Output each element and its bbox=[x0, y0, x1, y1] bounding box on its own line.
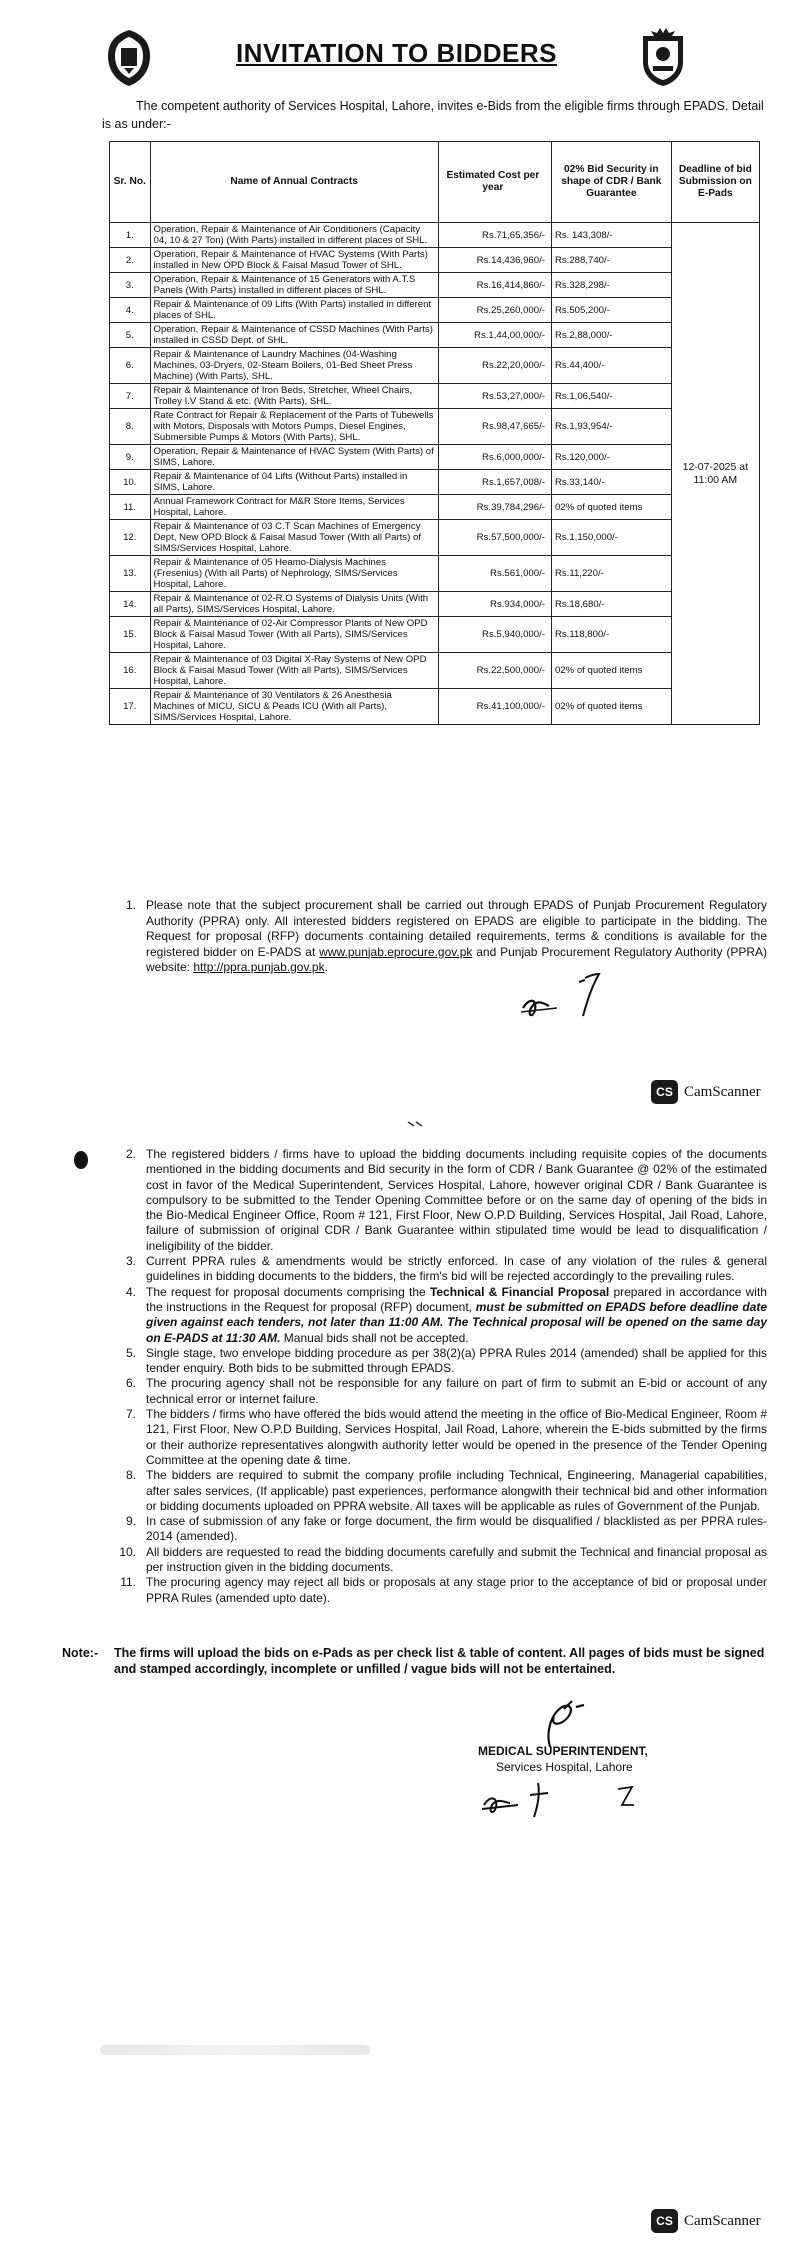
intro-paragraph: The competent authority of Services Hospital, Lahore, invites e-Bids from the eligible firms through EPADS. Detail is as under:- bbox=[102, 99, 764, 131]
header-bid-security: 02% Bid Security in shape of CDR / Bank Guarantee bbox=[551, 142, 671, 223]
cell-bid-security: Rs.11,220/- bbox=[551, 556, 671, 592]
cell-sr-no: 2. bbox=[110, 248, 151, 273]
cell-sr-no: 10. bbox=[110, 470, 151, 495]
camscanner-logo-icon: CS bbox=[651, 2209, 678, 2233]
note-number: 6. bbox=[125, 1376, 136, 1391]
table-row bbox=[110, 445, 760, 470]
cell-bid-security: Rs.2,88,000/- bbox=[551, 323, 671, 348]
cell-sr-no: 12. bbox=[110, 520, 151, 556]
cell-bid-security: 02% of quoted items bbox=[551, 495, 671, 520]
cell-bid-security: Rs.288,740/- bbox=[551, 248, 671, 273]
cell-contract-name: Operation, Repair & Maintenance of HVAC Systems (With Parts) installed in New OPD Block & Faisal Masud Tower of SHL. bbox=[150, 248, 438, 273]
cell-estimated-cost: Rs.22,20,000/- bbox=[438, 348, 551, 384]
cell-contract-name: Repair & Maintenance of 03 C.T Scan Machines of Emergency Dept, New OPD Block & Faisal Masud Tower (With all Parts) of SIMS/Services Hospital, Lahore. bbox=[150, 520, 438, 556]
note-item bbox=[102, 1514, 767, 1545]
table-row bbox=[110, 223, 760, 248]
note-emphasis: Technical & Financial Proposal bbox=[429, 1284, 610, 1299]
table-row bbox=[110, 653, 760, 689]
note-item bbox=[102, 1468, 767, 1514]
page-one bbox=[0, 0, 793, 1115]
cell-sr-no: 6. bbox=[110, 348, 151, 384]
cell-estimated-cost: Rs.1,44,00,000/- bbox=[438, 323, 551, 348]
note-item bbox=[102, 1285, 767, 1346]
table-row bbox=[110, 556, 760, 592]
cell-sr-no: 14. bbox=[110, 592, 151, 617]
note-text-part: . bbox=[324, 960, 328, 974]
note-item bbox=[102, 1407, 767, 1468]
cell-bid-security: Rs.44,400/- bbox=[551, 348, 671, 384]
note-item bbox=[102, 1376, 767, 1407]
table-row bbox=[110, 689, 760, 725]
note-item bbox=[102, 1147, 767, 1254]
cell-bid-security: Rs.1,150,000/- bbox=[551, 520, 671, 556]
cell-estimated-cost: Rs.53,27,000/- bbox=[438, 384, 551, 409]
notes-page-two bbox=[102, 1147, 767, 1606]
note-number: 10. bbox=[119, 1544, 136, 1559]
header-deadline: Deadline of bid Submission on E-Pads bbox=[671, 142, 759, 223]
cell-contract-name: Operation, Repair & Maintenance of Air Conditioners (Capacity 04, 10 & 27 Ton) (With Parts) installed in different places of SHL. bbox=[150, 223, 438, 248]
cell-bid-security: Rs.33,140/- bbox=[551, 470, 671, 495]
cell-estimated-cost: Rs.71,65,356/- bbox=[438, 223, 551, 248]
note-text: The bidders / firms who have offered the bids would attend the meeting in the office of Bio-Medical Engineer, Room # 121, First Floor, New O.P.D Building, Services Hospital, Jail Road, Lahore, wherein the E-bids submitted by the firms or their authorize representatives alongwith authority letter would be opened in the presence of the Tender Opening Committee at the opening date & time. bbox=[146, 1407, 767, 1467]
cell-sr-no: 9. bbox=[110, 445, 151, 470]
table-row bbox=[110, 273, 760, 298]
note-text: The procuring agency may reject all bids or proposals at any stage prior to the acceptance of bid or proposal under PPRA Rules (amended upto date). bbox=[146, 1575, 767, 1605]
blurred-footer-text bbox=[100, 2045, 370, 2055]
cell-contract-name: Repair & Maintenance of 30 Ventilators & 26 Anesthesia Machines of MICU, SICU & Peads ICU (With all Parts), SIMS/Services Hospital, Lahore. bbox=[150, 689, 438, 725]
cell-bid-security: Rs.505,200/- bbox=[551, 298, 671, 323]
cell-contract-name: Repair & Maintenance of 02-Air Compressor Plants of New OPD Block & Faisal Masud Tower (With all Parts), SIMS/Services Hospital, Lahore. bbox=[150, 617, 438, 653]
header-estimated-cost: Estimated Cost per year bbox=[438, 142, 551, 223]
note-text bbox=[146, 898, 767, 976]
cell-sr-no: 4. bbox=[110, 298, 151, 323]
page-title: INVITATION TO BIDDERS bbox=[235, 38, 558, 68]
cell-sr-no: 5. bbox=[110, 323, 151, 348]
signatory-block bbox=[478, 1743, 648, 1775]
table-row bbox=[110, 323, 760, 348]
cell-bid-security: Rs.1,06,540/- bbox=[551, 384, 671, 409]
cell-estimated-cost: Rs.1,657,008/- bbox=[438, 470, 551, 495]
cell-sr-no: 15. bbox=[110, 617, 151, 653]
notes-page-one bbox=[102, 898, 767, 976]
note-item bbox=[102, 1346, 767, 1377]
cell-bid-security: 02% of quoted items bbox=[551, 653, 671, 689]
cell-sr-no: 7. bbox=[110, 384, 151, 409]
table-row bbox=[110, 617, 760, 653]
cell-bid-security: Rs.1,93,954/- bbox=[551, 409, 671, 445]
cell-bid-security: Rs. 143,308/- bbox=[551, 223, 671, 248]
note-text: In case of submission of any fake or forge document, the firm would be disqualified / blacklisted as per PPRA rules-2014 (amended). bbox=[146, 1514, 767, 1544]
cell-contract-name: Repair & Maintenance of 04 Lifts (Without Parts) installed in SIMS, Lahore. bbox=[150, 470, 438, 495]
scan-mark bbox=[406, 1119, 426, 1129]
header-contract-name: Name of Annual Contracts bbox=[150, 142, 438, 223]
note-number: 3. bbox=[125, 1254, 136, 1269]
cell-sr-no: 16. bbox=[110, 653, 151, 689]
note-text-part: prepared in accordance with the instructions in the Request for proposal (RFP) document, bbox=[146, 1284, 767, 1314]
camscanner-watermark bbox=[651, 1080, 761, 1104]
cell-sr-no: 11. bbox=[110, 495, 151, 520]
signatory-title: MEDICAL SUPERINTENDENT, bbox=[478, 1744, 648, 1758]
note-text bbox=[146, 1285, 767, 1346]
cell-estimated-cost: Rs.25,260,000/- bbox=[438, 298, 551, 323]
table-row bbox=[110, 348, 760, 384]
cell-estimated-cost: Rs.561,000/- bbox=[438, 556, 551, 592]
table-row bbox=[110, 592, 760, 617]
cell-contract-name: Operation, Repair & Maintenance of 15 Generators with A.T.S Panels (With Parts) installed in different places of SHL. bbox=[150, 273, 438, 298]
table-row bbox=[110, 409, 760, 445]
cell-estimated-cost: Rs.41,100,000/- bbox=[438, 689, 551, 725]
cell-sr-no: 8. bbox=[110, 409, 151, 445]
note-number: 5. bbox=[125, 1345, 136, 1360]
table-row bbox=[110, 470, 760, 495]
camscanner-watermark bbox=[651, 2209, 761, 2233]
cell-contract-name: Repair & Maintenance of 09 Lifts (With Parts) installed in different places of SHL. bbox=[150, 298, 438, 323]
table-row bbox=[110, 298, 760, 323]
note-number: 9. bbox=[125, 1514, 136, 1529]
note-number: 7. bbox=[125, 1407, 136, 1422]
note-number: 8. bbox=[125, 1468, 136, 1483]
camscanner-logo-icon: CS bbox=[651, 1080, 678, 1104]
cell-bid-security: 02% of quoted items bbox=[551, 689, 671, 725]
cell-estimated-cost: Rs.16,414,860/- bbox=[438, 273, 551, 298]
handwritten-signature bbox=[515, 968, 625, 1026]
cell-bid-security: Rs.118,800/- bbox=[551, 617, 671, 653]
cell-contract-name: Repair & Maintenance of 05 Heamo-Dialysis Machines (Fresenius) (With all Parts) of Nephrology, SIMS/Services Hospital, Lahore. bbox=[150, 556, 438, 592]
note-text-part: Please note that the subject procurement shall be carried out through EPADS of Punjab Procurement Regulatory Authority (PPRA) only. All interested bidders registered on EPADS are eligible to participate in the bidding. The Request for proposal (RFP) documents containing detailed requirements, terms & conditions is available for the registered bidder on E-PADS at bbox=[146, 898, 767, 959]
cell-sr-no: 3. bbox=[110, 273, 151, 298]
table-row bbox=[110, 520, 760, 556]
note-number: 4. bbox=[125, 1284, 136, 1299]
cell-contract-name: Repair & Maintenance of 02-R.O Systems of Dialysis Units (With all Parts), SIMS/Services Hospital, Lahore. bbox=[150, 592, 438, 617]
note-text-part: The request for proposal documents comprising the bbox=[146, 1284, 430, 1299]
cell-estimated-cost: Rs.22,500,000/- bbox=[438, 653, 551, 689]
note-number: 2. bbox=[125, 1147, 136, 1161]
note-text: The bidders are required to submit the company profile including Technical, Engineering, Managerial capabilities, after sales services, (If applicable) past experiences, performance alongwith their technical bid and other information or bidding documents uploaded on PPRA website. All taxes will be applicable as rules of Government of the Punjab. bbox=[146, 1468, 767, 1513]
final-note-label: Note:- bbox=[62, 1646, 99, 1660]
page-two bbox=[0, 1115, 793, 2246]
table-header-row bbox=[110, 142, 760, 223]
cell-sr-no: 17. bbox=[110, 689, 151, 725]
note-item bbox=[102, 1254, 767, 1285]
note-text-part: and Punjab Procurement Regulatory Authority (PPRA) website: bbox=[146, 944, 768, 974]
note-text: All bidders are requested to read the bidding documents carefully and submit the Technical and financial proposal as per instruction given in the bidding documents. bbox=[146, 1544, 767, 1575]
cell-sr-no: 13. bbox=[110, 556, 151, 592]
cell-deadline: 12-07-2025 at 11:00 AM bbox=[671, 223, 759, 725]
note-text: Single stage, two envelope bidding procedure as per 38(2)(a) PPRA Rules 2014 (amended) shall be applied for this tender enquiry. Both bids to be submitted through EPADS. bbox=[146, 1345, 767, 1376]
cell-estimated-cost: Rs.39,784,296/- bbox=[438, 495, 551, 520]
header-sr-no: Sr. No. bbox=[110, 142, 151, 223]
cell-contract-name: Operation, Repair & Maintenance of CSSD Machines (With Parts) installed in CSSD Dept. of SHL. bbox=[150, 323, 438, 348]
cell-estimated-cost: Rs.5,940,000/- bbox=[438, 617, 551, 653]
initials-signature bbox=[478, 1775, 648, 1823]
note-item bbox=[102, 1545, 767, 1576]
cell-contract-name: Repair & Maintenance of Iron Beds, Stretcher, Wheel Chairs, Trolley I.V Stand & etc. (With Parts), SHL. bbox=[150, 384, 438, 409]
cell-bid-security: Rs.18,680/- bbox=[551, 592, 671, 617]
table-row bbox=[110, 248, 760, 273]
cell-estimated-cost: Rs.57,500,000/- bbox=[438, 520, 551, 556]
hospital-emblem-logo-icon bbox=[638, 28, 688, 88]
cell-estimated-cost: Rs.934,000/- bbox=[438, 592, 551, 617]
cell-contract-name: Repair & Maintenance of Laundry Machines (04-Washing Machines, 03-Dryers, 02-Steam Boilers, 01-Bed Sheet Press Machine) (With Parts), SHL. bbox=[150, 348, 438, 384]
cell-bid-security: Rs.328,298/- bbox=[551, 273, 671, 298]
punch-hole-mark bbox=[72, 1149, 90, 1171]
note-text: The procuring agency shall not be responsible for any failure on part of firm to submit an E-bid or account of any technical error or internet failure. bbox=[146, 1376, 767, 1406]
camscanner-label: CamScanner bbox=[684, 2212, 761, 2229]
table-row bbox=[110, 384, 760, 409]
cell-estimated-cost: Rs.6,000,000/- bbox=[438, 445, 551, 470]
cell-estimated-cost: Rs.14,436,960/- bbox=[438, 248, 551, 273]
note-text: Current PPRA rules & amendments would be strictly enforced. In case of any violation of the rules & general guidelines in bidding documents to the bidders, the firm's bid will be rejected accordingly to the prevailing rules. bbox=[146, 1254, 767, 1284]
table-row bbox=[110, 495, 760, 520]
cell-contract-name: Rate Contract for Repair & Replacement of the Parts of Tubewells with Motors, Disposals with Motors Pumps, Diesel Engines, Submersible Pumps & Motors (With Parts), SHL. bbox=[150, 409, 438, 445]
note-emphasis: must be submitted on EPADS before deadline date given against each tenders, not later than 11:00 AM. The Technical proposal will be opened on the same day on E-PADS at 11:30 AM. bbox=[146, 1299, 767, 1345]
note-number: 11. bbox=[120, 1575, 136, 1590]
cell-contract-name: Operation, Repair & Maintenance of HVAC System (With Parts) of SIMS, Lahore. bbox=[150, 445, 438, 470]
note-item bbox=[102, 1575, 767, 1606]
cell-sr-no: 1. bbox=[110, 223, 151, 248]
camscanner-label: CamScanner bbox=[684, 1083, 761, 1100]
cell-contract-name: Annual Framework Contract for M&R Store Items, Services Hospital, Lahore. bbox=[150, 495, 438, 520]
final-note-text: The firms will upload the bids on e-Pads as per check list & table of content. All pages of bids must be signed and stamped accordingly, incomplete or unfilled / vague bids will not be entertained. bbox=[114, 1646, 765, 1676]
cell-estimated-cost: Rs.98,47,665/- bbox=[438, 409, 551, 445]
final-note bbox=[62, 1645, 767, 1677]
note-text-part: Manual bids shall not be accepted. bbox=[280, 1330, 469, 1345]
signatory-org: Services Hospital, Lahore bbox=[496, 1760, 633, 1774]
ppra-link[interactable]: http://ppra.punjab.gov.pk bbox=[193, 960, 325, 974]
contracts-table bbox=[109, 141, 760, 725]
note-item bbox=[102, 898, 767, 976]
eprocure-link[interactable]: www.punjab.eprocure.gov.pk bbox=[319, 944, 473, 959]
cell-bid-security: Rs.120,000/- bbox=[551, 445, 671, 470]
note-text: The registered bidders / firms have to upload the bidding documents including requisite copies of the documents mentioned in the bidding documents and Bid security in the form of CDR / Bank Guarantee @ 02% of the estimated cost in favor of the Medical Superintendent, Services Hospital, Lahore, however original CDR / Bank Guarantee is compulsory to be submitted to the Tender Opening Committee before or on the same day of opening of the bids in the Bio-Medical Engineer Office, Room # 121, First Floor, New O.P.D Building, Services Hospital, Jail Road, Lahore, failure of submission of original CDR / Bank Guarantee within stipulated time would be lead to disqualification / ineligibility of the bidder. bbox=[146, 1147, 767, 1253]
note-number: 1. bbox=[125, 898, 136, 912]
cell-contract-name: Repair & Maintenance of 03 Digital X-Ray Systems of New OPD Block & Faisal Masud Tower (With all Parts), SIMS/Services Hospital, Lahore. bbox=[150, 653, 438, 689]
